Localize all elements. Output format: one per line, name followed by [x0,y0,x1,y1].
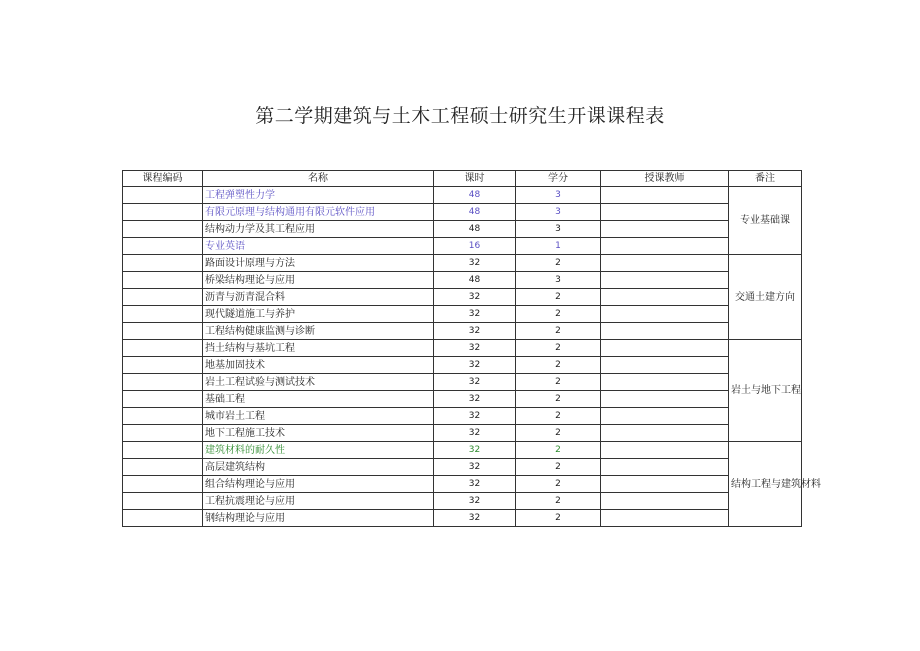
course-teacher-cell [601,272,729,289]
course-credits-cell: 2 [516,306,601,323]
course-hours-cell: 32 [434,493,516,510]
course-code-cell [123,442,203,459]
course-hours-cell: 32 [434,425,516,442]
course-code-cell [123,255,203,272]
course-credits-cell: 2 [516,408,601,425]
course-credits-cell: 2 [516,425,601,442]
course-teacher-cell [601,340,729,357]
course-credits-cell: 3 [516,187,601,204]
course-teacher-cell [601,323,729,340]
page-title: 第二学期建筑与土木工程硕士研究生开课课程表 [255,105,665,127]
course-credits-cell: 2 [516,374,601,391]
group-remark-cell: 岩土与地下工程 [729,340,802,442]
group-remark-cell: 专业基础课 [729,187,802,255]
course-name-cell: 工程弹塑性力学 [203,187,434,204]
table-row [123,408,802,425]
course-credits-cell: 2 [516,357,601,374]
table-row [123,289,802,306]
table-row [123,340,802,357]
course-teacher-cell [601,357,729,374]
course-hours-cell: 32 [434,306,516,323]
course-code-cell [123,204,203,221]
header-teacher: 授课教师 [601,171,729,187]
course-code-cell [123,391,203,408]
table-body [123,187,821,527]
course-name-cell: 结构动力学及其工程应用 [203,221,434,238]
table-row [123,204,802,221]
course-credits-cell: 2 [516,289,601,306]
course-hours-cell: 32 [434,459,516,476]
course-code-cell [123,323,203,340]
course-code-cell [123,459,203,476]
table-row [123,221,802,238]
group-remark-cell: 结构工程与建筑材料 [729,442,802,527]
course-credits-cell: 2 [516,459,601,476]
course-teacher-cell [601,442,729,459]
course-credits-cell: 2 [516,493,601,510]
course-name-cell: 挡土结构与基坑工程 [203,340,434,357]
table-row [123,357,802,374]
course-hours-cell: 32 [434,289,516,306]
course-hours-cell: 32 [434,476,516,493]
table-row [123,476,802,493]
course-hours-cell: 32 [434,340,516,357]
table-row [123,255,802,272]
course-name-cell: 工程结构健康监测与诊断 [203,323,434,340]
course-hours-cell: 32 [434,408,516,425]
course-hours-cell: 32 [434,442,516,459]
course-credits-cell: 2 [516,323,601,340]
course-code-cell [123,493,203,510]
course-teacher-cell [601,510,729,527]
course-teacher-cell [601,238,729,255]
course-credits-cell: 2 [516,510,601,527]
course-teacher-cell [601,459,729,476]
course-hours-cell: 16 [434,238,516,255]
course-name-cell: 有限元原理与结构通用有限元软件应用 [203,204,434,221]
course-name-cell: 岩土工程试验与测试技术 [203,374,434,391]
course-teacher-cell [601,255,729,272]
table-row [123,425,802,442]
course-name-cell: 建筑材料的耐久性 [203,442,434,459]
course-code-cell [123,510,203,527]
course-code-cell [123,306,203,323]
course-code-cell [123,272,203,289]
course-code-cell [123,221,203,238]
course-teacher-cell [601,493,729,510]
header-credits: 学分 [516,171,601,187]
course-name-cell: 专业英语 [203,238,434,255]
course-teacher-cell [601,289,729,306]
course-teacher-cell [601,391,729,408]
header-remark: 番注 [729,171,802,187]
course-teacher-cell [601,408,729,425]
course-code-cell [123,425,203,442]
course-credits-cell: 3 [516,204,601,221]
course-name-cell: 沥青与沥青混合料 [203,289,434,306]
table-row [123,391,802,408]
table-row [123,323,802,340]
course-hours-cell: 48 [434,204,516,221]
course-name-cell: 高层建筑结构 [203,459,434,476]
course-code-cell [123,374,203,391]
course-credits-cell: 3 [516,272,601,289]
header-row [123,171,802,187]
course-teacher-cell [601,306,729,323]
header-hours: 课时 [434,171,516,187]
course-name-cell: 钢结构理论与应用 [203,510,434,527]
course-hours-cell: 32 [434,357,516,374]
course-credits-cell: 2 [516,255,601,272]
course-credits-cell: 2 [516,476,601,493]
course-name-cell: 地下工程施工技术 [203,425,434,442]
course-code-cell [123,357,203,374]
course-code-cell [123,289,203,306]
table-row [123,442,802,459]
course-hours-cell: 32 [434,510,516,527]
table-row [123,306,802,323]
course-teacher-cell [601,204,729,221]
course-credits-cell: 1 [516,238,601,255]
course-hours-cell: 32 [434,391,516,408]
course-code-cell [123,187,203,204]
course-teacher-cell [601,476,729,493]
table-row [123,510,802,527]
table-row [123,493,802,510]
table-row [123,238,802,255]
course-credits-cell: 2 [516,442,601,459]
table-row [123,374,802,391]
header-name: 名称 [203,171,434,187]
header-code: 课程编码 [123,171,203,187]
table-row [123,272,802,289]
course-teacher-cell [601,374,729,391]
course-hours-cell: 48 [434,221,516,238]
course-credits-cell: 2 [516,340,601,357]
course-teacher-cell [601,425,729,442]
course-code-cell [123,408,203,425]
course-hours-cell: 32 [434,323,516,340]
course-name-cell: 基础工程 [203,391,434,408]
course-name-cell: 现代隧道施工与养护 [203,306,434,323]
group-remark-cell: 交通土建方向 [729,255,802,340]
course-hours-cell: 48 [434,187,516,204]
table-row [123,187,802,204]
course-code-cell [123,476,203,493]
course-name-cell: 地基加固技术 [203,357,434,374]
course-credits-cell: 2 [516,391,601,408]
course-name-cell: 工程抗震理论与应用 [203,493,434,510]
course-name-cell: 组合结构理论与应用 [203,476,434,493]
course-hours-cell: 32 [434,255,516,272]
course-code-cell [123,340,203,357]
course-teacher-cell [601,221,729,238]
course-name-cell: 路面设计原理与方法 [203,255,434,272]
course-name-cell: 桥梁结构理论与应用 [203,272,434,289]
course-credits-cell: 3 [516,221,601,238]
course-hours-cell: 48 [434,272,516,289]
course-teacher-cell [601,187,729,204]
course-schedule-table [122,170,821,527]
table-row [123,459,802,476]
course-name-cell: 城市岩土工程 [203,408,434,425]
course-code-cell [123,238,203,255]
course-hours-cell: 32 [434,374,516,391]
